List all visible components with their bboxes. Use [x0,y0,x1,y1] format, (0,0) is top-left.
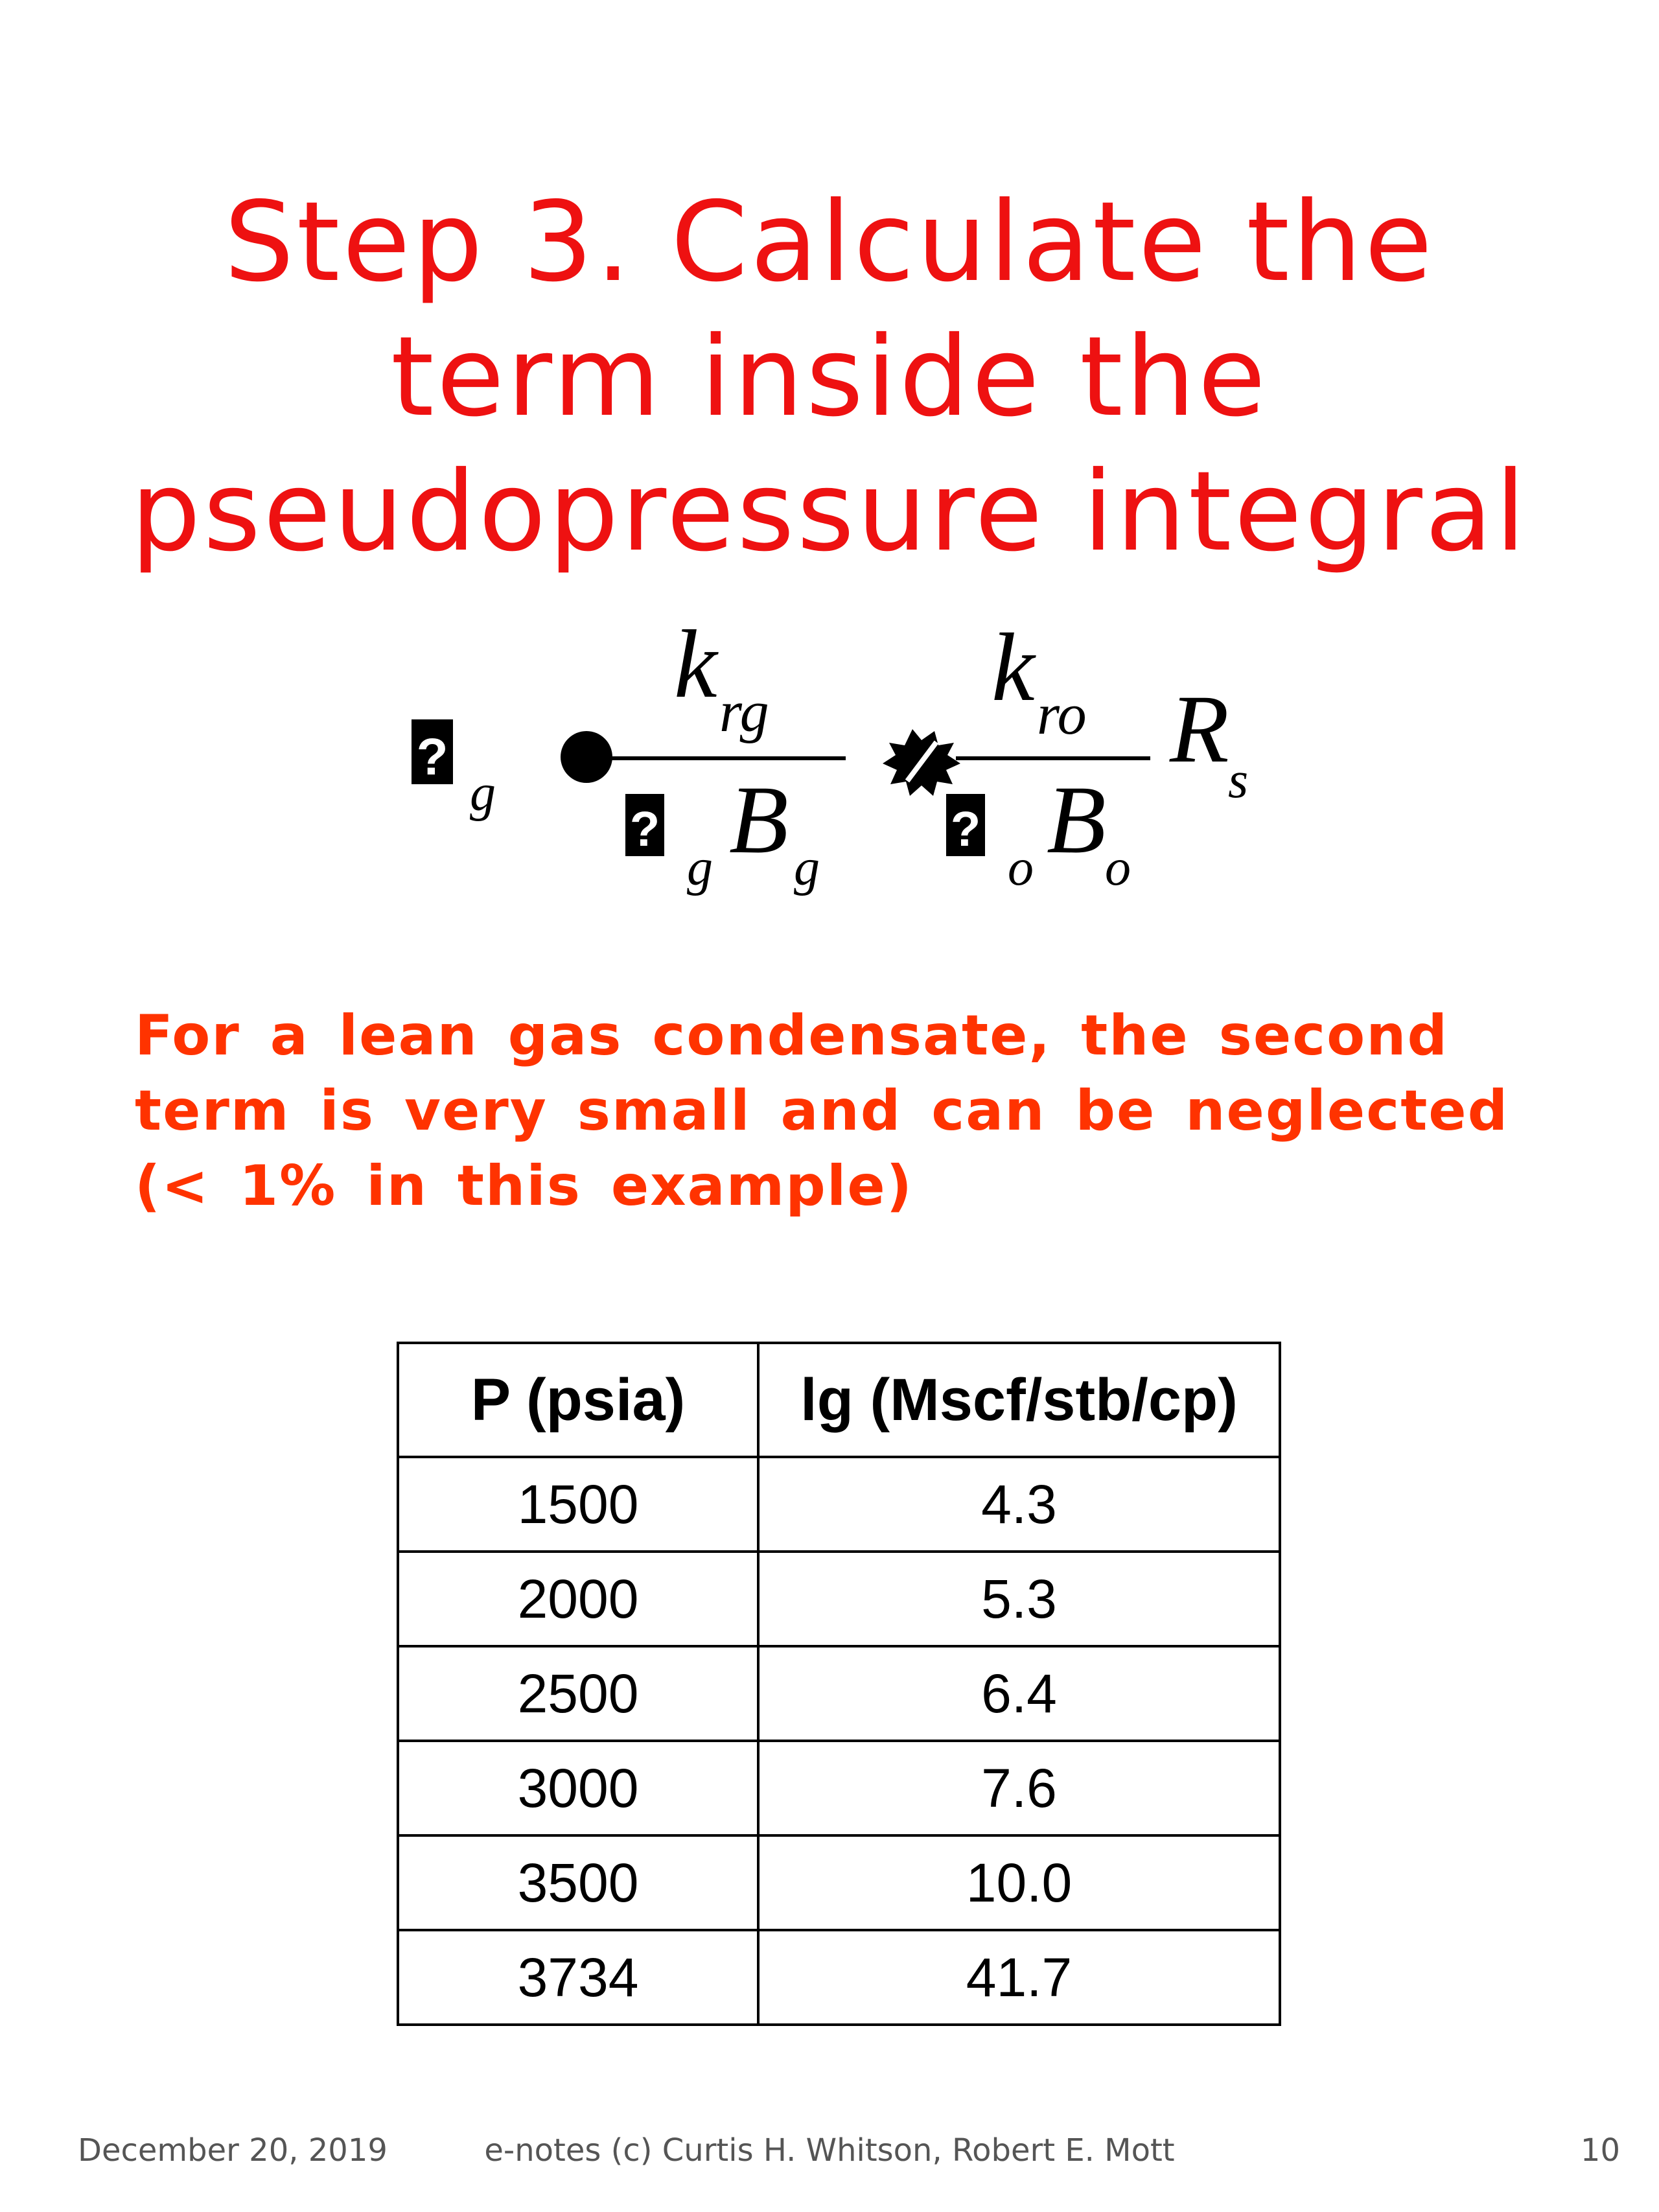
footer-credit: e-notes (c) Curtis H. Whitson, Robert E. Mott [484,2132,1175,2169]
table-cell-pressure: 2000 [398,1552,758,1646]
k-ro: k [992,622,1035,721]
r-s-subscript: s [1228,752,1249,809]
title-line-1: Step 3. Calculate the [224,178,1435,307]
note-text: For a lean gas condensate, the second term is very small and can be neglected (< 1% in this example) [135,1003,1509,1218]
mu-o-subscript: o [1008,839,1034,896]
table-row [398,1457,1280,1552]
b-g: B [729,766,789,874]
fraction-oil [946,622,1150,896]
slide-title [0,175,1659,579]
table-cell-pressure: 2500 [398,1646,758,1741]
lambda-g-subscript: g [470,765,496,822]
data-table [397,1342,1281,2026]
table-row [398,1835,1280,1930]
table-header-row [398,1343,1280,1457]
svg-text:?: ? [950,802,981,857]
title-line-3: pseudopressure integral [130,448,1529,576]
table-cell-lambda-g: 5.3 [758,1552,1280,1646]
footer-date: December 20, 2019 [78,2132,388,2169]
table-cell-lambda-g: 6.4 [758,1646,1280,1741]
table-cell-pressure: 3500 [398,1835,758,1930]
table-cell-lambda-g: 10.0 [758,1835,1280,1930]
title-line-2: term inside the [390,313,1269,441]
mu-g-subscript: g [687,839,713,896]
fraction-gas [609,622,846,896]
svg-text:?: ? [629,802,660,857]
table-cell-lambda-g: 41.7 [758,1930,1280,2025]
table-cell-lambda-g: 7.6 [758,1741,1280,1835]
k-ro-subscript: ro [1037,682,1087,747]
table-cell-pressure: 3000 [398,1741,758,1835]
lambda-g-symbol [412,719,496,822]
table-row [398,1646,1280,1741]
k-rg-subscript: rg [719,680,769,744]
formula [0,622,1659,907]
k-rg: k [674,622,717,718]
table-row [398,1741,1280,1835]
bullet-operator-icon [561,731,612,783]
table-row [398,1552,1280,1646]
page-number: 10 [1580,2132,1620,2169]
b-o-subscript: o [1105,839,1131,896]
table-cell-lambda-g: 4.3 [758,1457,1280,1552]
column-header-pressure: P (psia) [398,1343,758,1457]
plus-operator-icon [883,729,960,796]
table-row [398,1930,1280,2025]
table-cell-pressure: 3734 [398,1930,758,2025]
r-s: R [1170,675,1229,783]
column-header-lambda-g: lg (Mscf/stb/cp) [758,1343,1280,1457]
b-g-subscript: g [794,839,820,896]
table-cell-pressure: 1500 [398,1457,758,1552]
b-o: B [1047,766,1106,874]
svg-text:?: ? [416,728,448,786]
